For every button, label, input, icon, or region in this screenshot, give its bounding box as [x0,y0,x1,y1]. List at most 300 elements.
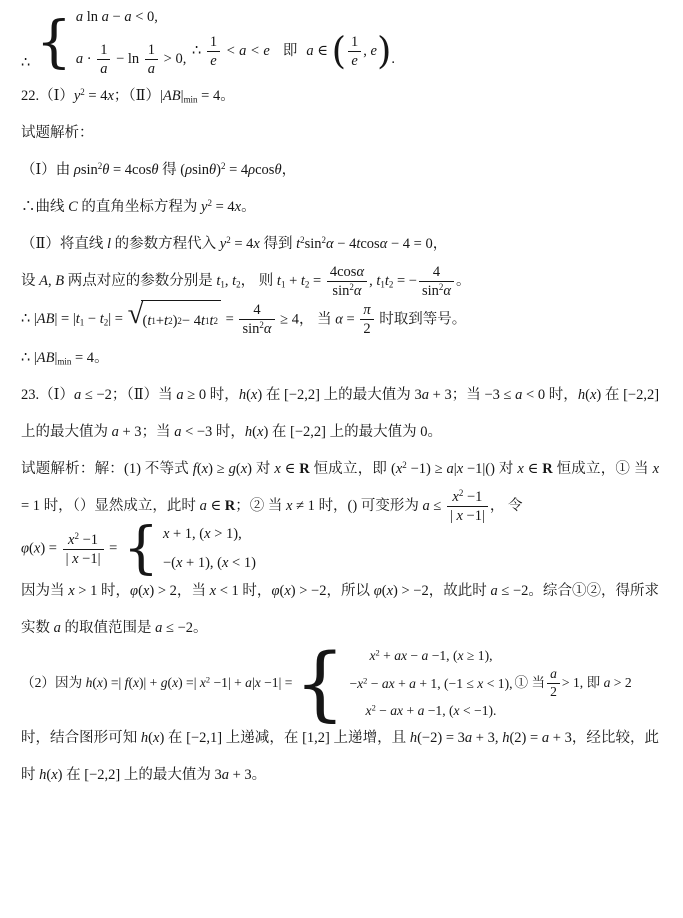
math-run-r: 22. [21,87,40,104]
math-run-r: 4cos [329,263,357,280]
fraction [360,301,373,338]
math-run-r: −1, ( [428,648,458,664]
math-run-r: < −3 [181,423,213,440]
math-run-r: = [342,311,359,328]
math-run-cn: ，当 [176,583,210,600]
math-run-i: x [284,583,291,600]
math-run-i: x [477,675,484,691]
math-run-i: a [176,386,184,403]
math-run-i: t [99,311,104,328]
math-run-i: ax [394,648,408,664]
math-run-i: x [72,550,79,567]
math-run-i: x [453,702,460,718]
math-sub: 2 [103,317,109,328]
math-run-cn: ；（Ⅱ） [113,87,161,104]
math-run-r: )| + [139,675,161,691]
math-run-i: α [326,235,334,252]
line-23-step3 [21,720,659,794]
line-22-step6 [21,340,659,377]
right-paren: ) [376,29,392,73]
math-run-r: ( [180,161,186,178]
math-run-cn: 因为当 [21,583,69,600]
math-run-cn: ① 当 [514,675,546,691]
math-sup: 2 [97,160,103,171]
math-run-cn: 时，() 可变形为 [314,497,423,514]
math-run-r: ≥ 0 [183,386,207,403]
math-run-r: ) [216,161,221,178]
math-run-r: cos [360,235,380,252]
math-run-i: x [253,235,260,252]
math-run-r: − [108,9,125,25]
math-run-i: A [39,272,48,289]
math-run-r: ) [263,423,269,440]
math-run-r: [−2,2] [284,386,320,403]
math-run-r: > 2 [610,675,632,691]
math-sup: 2 [363,674,368,685]
math-run-r: − [349,675,358,691]
math-run-r: 1 [351,34,359,51]
math-run-i: x [457,648,464,664]
fraction-denominator [329,282,364,300]
math-run-r: sin [304,235,322,252]
math-run-cn: 时， [206,386,239,403]
math-run-r: ( [92,675,97,691]
math-segment [116,51,143,67]
fraction-numerator [63,531,104,550]
math-run-i: t [164,312,169,329]
math-run-r: | [251,675,255,691]
math-run-i: π [363,302,371,319]
math-segment [21,540,61,556]
math-run-r: sin [192,161,209,178]
math-run-r: = [222,311,238,328]
math-run-i: α [263,321,272,338]
math-run-i: x [254,675,261,691]
math-run-i: C [68,198,78,215]
math-run-r: = 4 [84,87,108,104]
math-run-i: x [68,583,75,600]
math-run-i: h [409,730,418,747]
math-run-i: a [73,386,82,403]
math-run-i: α [379,235,388,252]
math-run-r: < 1 [216,583,239,600]
math-run-i: y [219,235,227,252]
math-run-cn: 时，（）显然成立，此时 [40,497,200,514]
math-run-i: a [490,583,498,600]
math-run-cn: （2）因为 [21,675,86,691]
math-run-cn: 恒成立，① 当 [552,460,653,477]
math-run-cn: ，所以 [326,583,374,600]
line-23-answers [21,377,659,451]
math-run-cn: 时， [212,423,245,440]
math-run-i: ρ [73,161,81,178]
math-run-i: α [335,311,343,328]
math-run-cn: 的取值范围是 [60,620,156,637]
fraction [97,41,110,78]
math-run-r: sin [332,282,350,299]
math-run-r: . [391,51,396,68]
math-sup: 2 [220,160,226,171]
math-run-r: ) [596,386,602,403]
math-run-r: ( [138,583,143,600]
math-run-i: a [464,730,473,747]
math-run-cn: 设 [21,272,40,289]
math-run-r: ( [46,767,52,784]
math-run-i: a [100,60,108,77]
math-run-cn: 时， [97,583,131,600]
math-run-r: ≥ 1), [463,648,493,664]
math-run-r: < 0 [522,386,546,403]
math-run-i: g [160,675,168,691]
math-run-cn: 上的最大值为 [21,423,112,440]
math-run-cn: 。 [456,272,471,289]
math-run-r: = 4 [225,161,249,178]
math-run-i: ax [390,702,404,718]
fraction-numerator [419,263,454,282]
math-run-r: + 1, (−1 ≤ [415,675,478,691]
math-run-r: ( [381,583,387,600]
math-run-r: ≤ [429,497,445,514]
math-run-i: a [245,675,252,691]
math-run-r: − [367,675,382,691]
math-run-i: a [550,666,557,682]
math-run-i: t [296,235,301,252]
math-run-r: ∴ [21,198,36,215]
math-run-i: e [351,53,358,70]
math-run-i: f [124,675,129,691]
math-run-i: x [652,460,659,477]
math-run-i: < a < e [222,43,270,60]
line-23-phi [21,515,659,581]
math-run-i: x [357,675,364,691]
math-run-r: ) [57,767,63,784]
math-run-r: + [285,272,301,289]
math-run-r: 4 [253,302,261,319]
fraction [419,263,454,300]
math-run-r: + 3, [472,730,503,747]
math-run-cn: 的直角坐标方程为 [77,198,202,215]
cases-row [163,554,256,574]
math-run-cn: 对 [494,460,518,477]
math-run-i: t [75,311,80,328]
math-sup: 2 [259,320,264,331]
radicand [141,300,221,340]
math-run-cn: 时取到等号。 [375,311,467,328]
math-run-cn: ， [281,161,297,178]
math-run-r: [−2,2] [290,423,327,440]
math-run-r: + [403,702,418,718]
math-run-cn: 。综合①②，得所求实数 [21,583,660,637]
fraction-denominator [239,320,274,338]
math-run-r: | [180,87,184,104]
math-run-r: · [83,50,96,67]
math-sub: 1 [220,279,225,290]
fraction [547,666,560,701]
math-run-cn: 上递增，且 [329,730,410,747]
math-run-r: > 1 [74,583,98,600]
fraction-denominator [97,60,110,78]
math-sup: 2 [375,647,380,658]
math-run-r: | [54,349,58,366]
math-run-i: φ [21,540,30,557]
math-run-i: t [376,272,381,289]
math-run-r: < 1), [483,675,513,691]
math-run-b: R [224,497,236,514]
math-sub: min [57,356,72,367]
math-run-i: ρ [248,161,256,178]
math-run-r: −1| + [210,675,246,691]
math-run-cn: 上递减，在 [222,730,303,747]
math-run-r: | [65,550,73,567]
fraction [239,301,274,338]
math-run-r: sin [80,161,98,178]
math-run-i: φ [373,583,382,600]
math-run-r: 1 [147,41,156,58]
math-run-i: y [73,87,81,104]
math-sup: 2 [402,459,407,470]
math-run-i: AB [36,311,55,328]
math-segment [222,43,270,59]
math-run-i: x [286,497,293,514]
math-run-r: −1 [463,488,483,505]
math-run-cn: ；当 [451,386,485,403]
math-run-cn: 得 [158,161,181,178]
math-segment [306,43,331,59]
math-run-r: ∈ [313,43,332,60]
math-run-cn: 的参数方程代入 [111,235,220,252]
math-run-i: x [107,87,114,104]
math-sup: 2 [177,315,182,326]
math-run-cn: 上的最大值为 3 [120,767,222,784]
math-run-cn: ；（Ⅱ）当 [111,386,177,403]
math-run-r: ≤ −2 [162,620,194,637]
math-run-r: = 1 [21,497,41,514]
math-run-i: x [589,386,597,403]
math-run-i: θ [274,161,282,178]
math-run-r: + [155,312,165,329]
math-sub: 1 [205,315,210,326]
fraction-numerator [97,41,110,60]
math-run-r: −1| [462,507,485,524]
math-run-i: t [147,312,152,329]
math-run-i: x [452,488,459,505]
math-run-r: ) =| [178,675,200,691]
math-run-r: − [407,648,422,664]
math-run-i: x [234,198,242,215]
math-run-i: a [306,43,314,60]
case-one-tail [515,666,632,701]
math-run-r: + [394,675,410,691]
math-run-i: e [210,53,217,70]
math-sub: 1 [151,315,156,326]
math-run-cn: （Ⅰ）由 [21,161,74,178]
math-run-r: −1) ≥ [406,460,447,477]
math-run-cn: 时，结合图形可知 [21,730,141,747]
label-analysis-22 [21,115,659,152]
math-run-cn: ， 则 [240,272,277,289]
math-run-cn: 在 [262,386,285,403]
math-run-b: R [299,460,310,477]
math-run-r: − [375,702,391,718]
math-run-i: α [353,282,362,299]
math-segment [76,51,95,67]
math-run-r: + 1), ( [182,554,222,571]
math-run-r: ≥ 4 [276,311,299,328]
math-run-r: ≤ −2 [497,583,529,600]
math-run-i: t [209,312,214,329]
math-run-i: x [132,675,140,691]
math-segment [222,311,237,327]
math-run-i: t [300,272,305,289]
fraction [63,531,104,568]
math-run-i: AB [36,349,55,366]
math-run-r: = [309,272,325,289]
math-run-r: | [453,460,457,477]
math-run-i: a [174,423,182,440]
math-run-r: > 1), [210,526,242,543]
math-run-cn: ， 当 [299,311,336,328]
math-run-r: − ln [116,50,143,67]
math-run-r: −1, ( [424,702,454,718]
math-run-r: ( [167,675,173,691]
math-segment [21,311,127,327]
left-paren: ( [331,29,347,73]
math-run-r: ∴ [21,55,31,72]
math-run-i: t [276,272,281,289]
math-segment [164,51,187,67]
math-run-i: a [75,50,84,67]
math-run-i: t [216,272,221,289]
math-run-r: , [369,272,377,289]
piecewise-cases [294,636,513,730]
line-23-h-cases [21,636,659,730]
math-run-r: ≤ −2 [81,386,112,403]
math-run-r: [−2,2] [84,767,121,784]
math-run-i: t [384,272,389,289]
math-run-i: α [356,263,365,280]
math-run-i: x [386,583,394,600]
math-sup: 2 [349,281,354,292]
math-sub: 2 [304,279,310,290]
math-run-r: | = [108,311,127,328]
math-run-i: f [192,460,197,477]
math-run-r: ∈ [523,460,543,477]
math-run-i: l [106,235,112,252]
math-run-r: | [160,87,163,104]
math-run-r: = 4 [211,198,235,215]
math-run-i: x [153,730,160,747]
line-22-step5 [21,297,659,340]
math-run-i: a [155,620,163,637]
cases-row [366,702,497,720]
fraction-numerator [145,41,158,60]
math-run-i: a [417,702,425,718]
fraction-denominator [348,52,360,70]
math-run-i: x [199,675,206,691]
math-run-r: ∈ [206,497,225,514]
math-run-r: + 3 [118,423,142,440]
fraction-numerator [447,488,488,507]
math-sup: 2 [371,702,376,713]
math-run-cn: 。 [94,349,109,366]
math-run-i: h [244,423,253,440]
math-sub: 1 [380,279,385,290]
fraction-denominator [63,550,104,568]
math-run-cn: 。 [193,620,208,637]
math-run-i: x [209,583,217,600]
math-run-i: y [201,198,208,215]
math-run-i: h [39,767,47,784]
math-run-r: −1 [78,531,99,548]
math-run-i: a [421,648,429,664]
math-run-r: ) [172,312,178,329]
math-run-i: AB [162,87,181,104]
math-run-r: 1 [209,34,218,51]
math-sup: 2 [226,234,231,245]
fraction [447,488,488,525]
math-run-r: ) [257,386,263,403]
math-run-r: < 0, [131,9,158,25]
math-run-cn: 。 [241,198,256,215]
math-run-r: = 4 [197,87,221,104]
fraction-denominator [360,320,373,338]
math-run-cn: 试题解析： [21,124,94,141]
math-run-r: , [224,272,233,289]
fraction-denominator [547,684,560,701]
math-run-r: ∴ [191,43,205,60]
math-run-r: 3 [414,386,422,403]
cases-row [163,525,242,545]
math-run-i: x [369,648,376,664]
conclusion-tail [191,29,396,73]
math-run-i: x [142,583,150,600]
math-run-cn: 时， [545,386,578,403]
math-run-r: 23. [21,386,40,403]
math-sub: 2 [213,315,219,326]
fraction-denominator [207,52,219,70]
math-run-r: = 4 [230,235,254,252]
math-run-i: a [101,9,109,25]
math-run-i: t [200,312,206,329]
cases-rows [349,647,512,720]
math-run-i: a [603,675,611,691]
math-run-i: B [55,272,65,289]
cases-row [369,647,492,665]
math-run-i: h [238,386,247,403]
math-run-r: ( [142,312,148,329]
math-run-i: a [75,9,84,25]
math-sup: 2 [205,674,211,685]
fraction-denominator [447,507,488,525]
math-run-cn: 恒成立，即 [309,460,391,477]
math-run-cn: 。 [220,87,235,104]
math-run-i: x [68,531,75,548]
math-run-r: ( [196,460,202,477]
math-segment [21,666,292,701]
math-segment [21,273,325,289]
cases-row [349,675,512,693]
math-run-cn: 对 [251,460,275,477]
math-segment [515,666,546,701]
math-run-r: ) [247,460,252,477]
math-run-i: h [577,386,586,403]
math-run-r: + 3 [549,730,572,747]
math-run-r: [1,2] [302,730,330,747]
math-run-r: = [105,540,121,557]
math-run-i: x [395,460,403,477]
math-run-i: a [124,9,132,25]
math-run-i: a [221,767,229,784]
